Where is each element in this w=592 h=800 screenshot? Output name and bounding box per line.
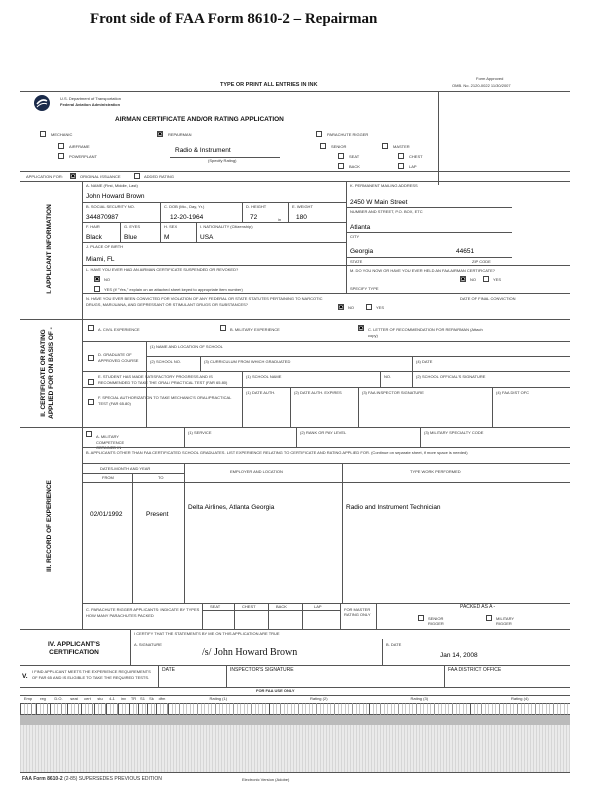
chest-checkbox[interactable] xyxy=(398,153,404,159)
signature-label: A. SIGNATURE xyxy=(134,642,162,647)
faa-use-columns xyxy=(20,695,570,703)
school-name-location-label: (1) NAME AND LOCATION OF SCHOOL xyxy=(150,344,223,349)
certify-statement: I CERTIFY THAT THE STATEMENTS BY ME ON THIS APPLICATION ARE TRUE xyxy=(134,631,280,636)
rigger-label: C. PARACHUTE RIGGER APPLICANTS: INDICATE BY TYPES HOW MANY PARACHUTES PACKED xyxy=(86,607,200,618)
military-label: B. MILITARY EXPERIENCE xyxy=(230,327,280,332)
faa-use-cell-5[interactable] xyxy=(94,703,106,715)
dot-label: U.S. Department of Transportation xyxy=(60,96,121,101)
senior-rigger-checkbox[interactable] xyxy=(418,615,424,621)
school-no-label: (2) SCHOOL NO. xyxy=(150,359,181,364)
signature-value[interactable]: /s/ John Howard Brown xyxy=(202,647,298,658)
held-no-label: NO xyxy=(470,277,476,282)
pob-value[interactable]: Miami, FL xyxy=(86,256,115,263)
footer-form-number: FAA Form 8610-2 xyxy=(22,776,63,782)
chest-label: CHEST xyxy=(409,154,423,159)
military-competence-label: A. MILITARY COMPETENCE OBTAINED IN xyxy=(96,434,125,450)
mechanic-label: MECHANIC xyxy=(51,132,73,137)
repairman-checkbox[interactable] xyxy=(157,131,163,137)
sex-value[interactable]: M xyxy=(164,234,170,241)
footer-supersedes: (2-85) SUPERSEDES PREVIOUS EDITION xyxy=(64,776,162,782)
master-only-label: FOR MASTER RATING ONLY xyxy=(344,607,371,617)
held-certificate-question: M. DO YOU NOW OR HAVE YOU EVER HELD AN FAA AIRMAN CERTIFICATE? xyxy=(350,268,495,273)
inspector-signature-label: INSPECTOR'S SIGNATURE xyxy=(230,667,294,673)
faa-use-column-11: dfm xyxy=(158,696,166,701)
limitations-box xyxy=(20,725,570,773)
height-label: D. HEIGHT xyxy=(246,204,267,209)
graduate-checkbox[interactable] xyxy=(88,355,94,361)
state-label: STATE xyxy=(350,259,363,264)
service-label: (1) SERVICE xyxy=(188,430,212,435)
faa-use-column-14: Rating (3) xyxy=(410,696,429,701)
work-column-label: TYPE WORK PERFORMED xyxy=(410,469,461,474)
faa-use-cell-7[interactable] xyxy=(118,703,129,715)
ssn-value[interactable]: 344870987 xyxy=(86,214,119,221)
form-sheet xyxy=(20,75,570,785)
faa-use-cell-13[interactable] xyxy=(269,703,370,715)
parachute-rigger-checkbox[interactable] xyxy=(316,131,322,137)
application-for-label: APPLICATION FOR: xyxy=(26,174,63,179)
faa-use-cell-14[interactable] xyxy=(369,703,470,715)
master-checkbox[interactable] xyxy=(382,143,388,149)
added-rating-checkbox[interactable] xyxy=(134,173,140,179)
eyes-label: G. EYES xyxy=(124,224,141,229)
weight-label: E. WEIGHT xyxy=(292,204,313,209)
faa-use-cell-8[interactable] xyxy=(129,703,138,715)
employer-column-label: EMPLOYER AND LOCATION xyxy=(230,469,283,474)
faa-use-column-10: Sk xyxy=(149,696,154,701)
hair-label: F. HAIR xyxy=(86,224,100,229)
dates-label: DATES-MONTH AND YEAR xyxy=(100,466,151,471)
letter-label: C. LETTER OF RECOMMENDATION FOR REPAIRMAN (Attach copy) xyxy=(368,327,483,338)
section-experience-label: III. RECORD OF EXPERIENCE xyxy=(46,480,53,572)
original-issuance-label: ORIGINAL ISSUANCE xyxy=(80,174,121,179)
address-label: K. PERMANENT MAILING ADDRESS xyxy=(350,183,418,188)
faa-use-cell-15[interactable] xyxy=(470,703,571,715)
faa-use-cell-1[interactable] xyxy=(36,703,50,715)
dist-ofc-label: (4) FAA DIST OFC xyxy=(496,390,530,395)
civil-label: A. CIVIL EXPERIENCE xyxy=(98,327,140,332)
rigger-lap-label: LAP xyxy=(314,604,322,609)
dob-label: C. DOB (Mo., Day, Yr.) xyxy=(164,204,205,209)
section-applicant-label: I. APPLICANT INFORMATION xyxy=(46,204,53,294)
faa-use-cell-12[interactable] xyxy=(168,703,269,715)
date-auth-label: (1) DATE AUTH. xyxy=(246,390,276,395)
faa-use-column-8: TR xyxy=(130,696,137,701)
sex-label: H. SEX xyxy=(164,224,178,229)
master-label: MASTER xyxy=(393,144,410,149)
faa-use-column-3: seat xyxy=(70,696,78,701)
experience-work[interactable]: Radio and Instrument Technician xyxy=(346,504,441,511)
date4-label: (4) DATE xyxy=(416,359,433,364)
letter-checkbox[interactable] xyxy=(358,325,364,331)
faa-use-column-2: D.O. xyxy=(54,696,63,701)
powerplant-checkbox[interactable] xyxy=(58,153,64,159)
street-label: NUMBER AND STREET, P.O. BOX, ETC xyxy=(350,209,423,214)
faa-use-cell-11[interactable] xyxy=(156,703,168,715)
suspended-yes-checkbox[interactable] xyxy=(94,286,100,292)
convicted-no-label: NO xyxy=(348,305,354,310)
zip-value[interactable]: 44651 xyxy=(456,248,475,255)
repairman-label: REPAIRMAN xyxy=(168,132,192,137)
student-checkbox[interactable] xyxy=(88,379,94,385)
height-unit: in xyxy=(278,217,282,222)
faa-label: Federal Aviation Administration xyxy=(60,102,121,107)
senior-label: SENIOR xyxy=(331,144,347,149)
lap-checkbox[interactable] xyxy=(398,163,404,169)
experience-employer[interactable]: Delta Airlines, Atlanta Georgia xyxy=(188,504,275,511)
faa-use-column-12: Rating (1) xyxy=(209,696,228,701)
special-authorization-label: F. SPECIAL AUTHORIZATION TO TAKE MECHANIC'S ORAL/PRACTICAL TEST (FAR 65.80) xyxy=(98,395,232,406)
held-no-checkbox[interactable] xyxy=(460,276,466,282)
ssn-label: B. SOCIAL SECURITY NO. xyxy=(86,204,135,209)
suspended-no-label: NO xyxy=(104,277,110,282)
street-value[interactable]: 2450 W Main Street xyxy=(350,199,408,206)
specify-rating-label: (Specify Rating) xyxy=(208,158,237,163)
packed-as-label: PACKED AS A - xyxy=(460,604,496,610)
seat-label: SEAT xyxy=(349,154,360,159)
faa-use-column-5: stu xyxy=(97,696,103,701)
convicted-no-checkbox[interactable] xyxy=(338,304,344,310)
suspended-no-checkbox[interactable] xyxy=(94,276,100,282)
type-print-note: TYPE OR PRINT ALL ENTRIES IN INK xyxy=(220,82,318,88)
weight-value[interactable]: 180 xyxy=(296,214,307,221)
form-title: AIRMAN CERTIFICATE AND/OR RATING APPLICATION xyxy=(115,116,284,123)
faa-use-column-1: reg xyxy=(40,696,46,701)
hair-value[interactable]: Black xyxy=(86,234,102,241)
faa-use-cell-9[interactable] xyxy=(138,703,147,715)
military-checkbox[interactable] xyxy=(220,325,226,331)
faa-use-cell-3[interactable] xyxy=(67,703,81,715)
inspector-finding: I FIND APPLICANT MEETS THE EXPERIENCE REQUIREMENTS OF FAR 65 AND IS ELIGIBLE TO TAKE THE REQUIRED TESTS. xyxy=(32,669,151,680)
slide-title: Front side of FAA Form 8610-2 – Repairman xyxy=(90,11,378,27)
rigger-chest-label: CHEST xyxy=(242,604,256,609)
airframe-checkbox[interactable] xyxy=(58,143,64,149)
faa-use-column-7: inv xyxy=(120,696,127,701)
no-label: NO. xyxy=(384,374,392,379)
nationality-value[interactable]: USA xyxy=(200,234,214,241)
rigger-back-label: BACK xyxy=(276,604,287,609)
airframe-label: AIRFRAME xyxy=(69,144,90,149)
military-rigger-checkbox[interactable] xyxy=(486,615,492,621)
lap-label: LAP xyxy=(409,164,417,169)
final-conviction-label: DATE OF FINAL CONVICTION xyxy=(460,296,516,301)
to-label: TO xyxy=(158,475,164,480)
height-value[interactable]: 72 xyxy=(250,214,258,221)
curriculum-label: (3) CURRICULUM FROM WHICH GRADUATED xyxy=(204,359,291,364)
dob-value[interactable]: 12-20-1964 xyxy=(170,214,204,221)
parachute-rigger-label: PARACHUTE RIGGER xyxy=(327,132,369,137)
special-authorization-checkbox[interactable] xyxy=(88,399,94,405)
official-signature-label: (2) SCHOOL OFFICIAL'S SIGNATURE xyxy=(416,374,486,379)
faa-use-cell-10[interactable] xyxy=(147,703,156,715)
school-name-label: (1) SCHOOL NAME xyxy=(246,374,282,379)
section-basis-label: II. CERTIFICATE OR RATING APPLIED FOR ON BASIS OF - xyxy=(40,327,55,419)
rank-label: (2) RANK OR PAY LEVEL xyxy=(300,430,347,435)
pob-label: J. PLACE OF BIRTH xyxy=(86,244,124,249)
faa-use-shaded xyxy=(20,715,570,725)
original-issuance-checkbox[interactable] xyxy=(70,173,76,179)
inspector-section-v: V. xyxy=(22,673,28,680)
date-label: B. DATE xyxy=(386,642,402,647)
omb-number: OMB. No. 2120-0022 11/30/2007 xyxy=(452,83,511,88)
footer-form xyxy=(22,777,162,782)
held-yes-label: YES xyxy=(493,277,502,282)
form-approved: Form Approved xyxy=(476,76,504,81)
inspector-signature-label: (3) FAA INSPECTOR SIGNATURE xyxy=(362,390,424,395)
faa-use-column-0: Emp xyxy=(23,696,33,701)
district-office-label: FAA DISTRICT OFFICE xyxy=(448,667,502,673)
name-value[interactable]: John Howard Brown xyxy=(86,193,145,200)
experience-to[interactable]: Present xyxy=(146,511,169,518)
faa-use-column-6: 4-1 xyxy=(109,696,115,701)
date-value[interactable]: Jan 14, 2008 xyxy=(440,652,478,659)
military-rigger-label: MILITARY RIGGER xyxy=(496,616,515,626)
experience-instructions: B. APPLICANTS OTHER THAN FAA CERTIFICATED SCHOOL GRADUATES. LIST EXPERIENCE RELATING TO CERTIFICATE AND RATING APPLIED FOR. (Continue on separate sheet, if more space is needed) xyxy=(86,450,468,455)
civil-checkbox[interactable] xyxy=(88,325,94,331)
repairman-rating-value[interactable]: Radio & Instrument xyxy=(175,147,231,154)
city-value[interactable]: Atlanta xyxy=(350,224,371,231)
powerplant-label: POWERPLANT xyxy=(69,154,98,159)
added-rating-label: ADDED RATING xyxy=(144,174,174,179)
from-label: FROM xyxy=(102,475,114,480)
held-yes-checkbox[interactable] xyxy=(483,276,489,282)
faa-use-cell-2[interactable] xyxy=(50,703,67,715)
senior-rigger-label: SENIOR RIGGER xyxy=(428,616,444,626)
back-label: BACK xyxy=(349,164,360,169)
faa-use-title: FOR FAA USE ONLY xyxy=(256,688,295,693)
eyes-value[interactable]: Blue xyxy=(124,234,138,241)
rigger-seat-label: SEAT xyxy=(210,604,221,609)
faa-use-column-4: cert xyxy=(84,696,91,701)
senior-checkbox[interactable] xyxy=(320,143,326,149)
faa-use-column-13: Rating (2) xyxy=(309,696,328,701)
faa-use-cell-0[interactable] xyxy=(20,703,36,715)
suspended-question: L. HAVE YOU EVER HAD AN AIRMAN CERTIFICATE SUSPENDED OR REVOKED? xyxy=(86,267,239,272)
state-value[interactable]: Georgia xyxy=(350,248,374,255)
city-label: CITY xyxy=(350,234,360,239)
back-checkbox[interactable] xyxy=(338,163,344,169)
date-auth-expires-label: (2) DATE AUTH. EXPIRES xyxy=(294,390,342,395)
inspector-date-label: DATE xyxy=(162,667,175,673)
experience-from[interactable]: 02/01/1992 xyxy=(90,511,123,518)
name-label: A. NAME (First, Middle, Last) xyxy=(86,183,138,188)
convicted-yes-label: YES xyxy=(376,305,385,310)
student-label: E. STUDENT HAS MADE SATISFACTORY PROGRESS AND IS RECOMMENDED TO TAKE THE ORAL/ PRACTICAL TEST (FAR 65.80) xyxy=(98,374,228,385)
specify-type-label: SPECIFY TYPE xyxy=(350,286,379,291)
specialty-label: (3) MILITARY SPECIALTY CODE xyxy=(424,430,484,435)
dot-logo-icon xyxy=(34,95,50,111)
graduate-label: D. GRADUATE OF APPROVED COURSE xyxy=(98,352,139,363)
convicted-yes-checkbox[interactable] xyxy=(366,304,372,310)
suspended-yes-label: YES (If "Yes," explain on an attached sheet keyed to appropriate item number) xyxy=(104,287,243,292)
faa-use-grid xyxy=(20,703,570,715)
convicted-question: N. HAVE YOU EVER BEEN CONVICTED FOR VIOLATION OF ANY FEDERAL OR STATE STATUTES PERTAINING TO NARCOTIC DRUGS, MARIJUANA, AND DEPRESSANT OR STIMULANT DRUGS OR SUBSTANCES? xyxy=(86,296,323,307)
faa-use-column-9: S1 xyxy=(140,696,145,701)
faa-use-cell-4[interactable] xyxy=(81,703,94,715)
zip-label: ZIP CODE xyxy=(472,259,491,264)
footer-electronic: Electronic Version (Adobe) xyxy=(242,777,290,782)
nationality-label: I. NATIONALITY (Citizenship) xyxy=(200,224,253,229)
faa-use-column-15: Rating (4) xyxy=(510,696,529,701)
mechanic-checkbox[interactable] xyxy=(40,131,46,137)
seat-checkbox[interactable] xyxy=(338,153,344,159)
faa-use-cell-6[interactable] xyxy=(106,703,118,715)
certification-section-label: IV. APPLICANT'S CERTIFICATION xyxy=(48,641,100,656)
